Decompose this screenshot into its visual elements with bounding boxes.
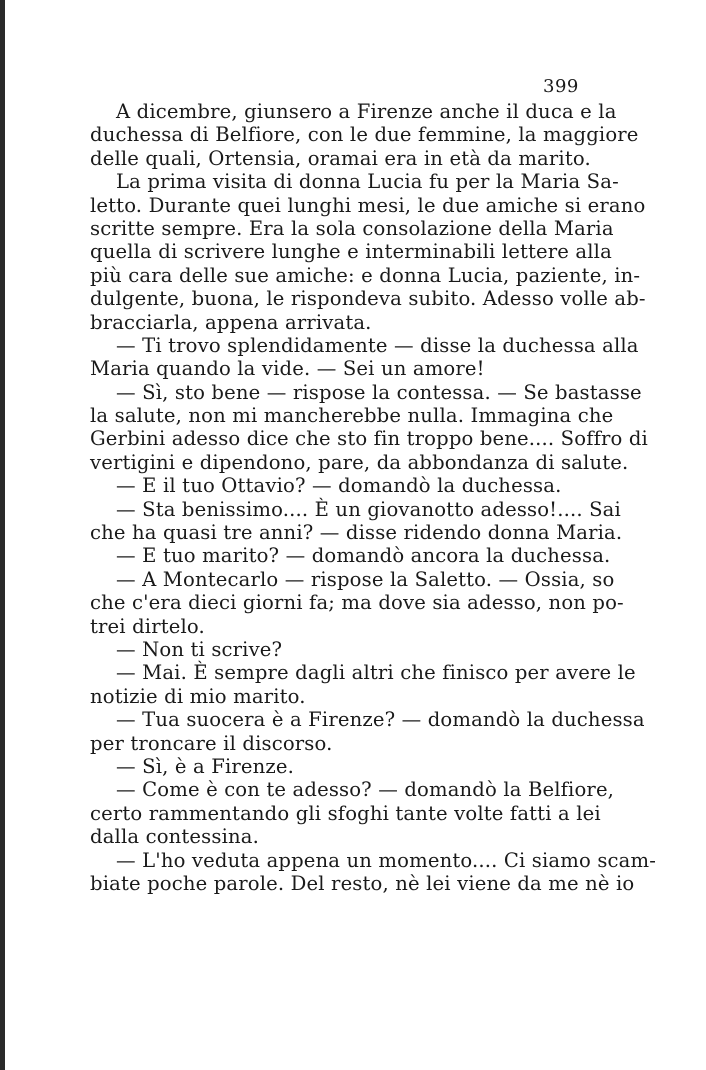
text-line: — Sì, è a Firenze.	[116, 754, 294, 778]
text-line: delle quali, Ortensia, oramai era in età da marito.	[90, 146, 591, 170]
text-line: vertigini e dipendono, pare, da abbondanza di salute.	[90, 450, 629, 474]
text-line: che ha quasi tre anni? — disse ridendo donna Maria.	[90, 521, 623, 545]
text-line: trei dirtelo.	[90, 614, 205, 638]
text-line: A dicembre, giunsero a Firenze anche il duca e la	[116, 100, 617, 123]
page-edge	[0, 0, 5, 1070]
text-line: — E il tuo Ottavio? — domandò la duchessa.	[116, 474, 562, 498]
text-line: più cara delle sue amiche: e donna Lucia, paziente, in-	[90, 263, 641, 287]
text-line: Maria quando la vide. — Sei un amore!	[90, 357, 485, 381]
text-line: che c'era dieci giorni fa; ma dove sia adesso, non po-	[90, 591, 624, 615]
text-line: La prima visita di donna Lucia fu per la Maria Sa-	[116, 170, 619, 194]
text-line: Gerbini adesso dice che sto fin troppo bene.... Soffro di	[90, 427, 648, 451]
text-line: quella di scrivere lunghe e interminabili lettere alla	[90, 240, 612, 264]
text-line: — Non ti scrive?	[116, 637, 283, 661]
text-line: — Sta benissimo.... È un giovanotto adesso!.... Sai	[116, 497, 621, 521]
text-line: — Sì, sto bene — rispose la contessa. — Se bastasse	[116, 380, 642, 404]
text-line: la salute, non mi mancherebbe nulla. Immagina che	[90, 404, 614, 428]
text-line: scritte sempre. Era la sola consolazione della Maria	[90, 216, 614, 240]
text-line: — Ti trovo splendidamente — disse la duchessa alla	[116, 333, 639, 357]
text-line: dulgente, buona, le rispondeva subito. Adesso volle ab-	[90, 287, 646, 311]
text-line: notizie di mio marito.	[90, 684, 306, 708]
text-line: certo rammentando gli sfoghi tante volte fatti a lei	[90, 801, 601, 825]
text-line: — E tuo marito? — domandò ancora la duchessa.	[116, 544, 611, 568]
text-line: duchessa di Belfiore, con le due femmine, la maggiore	[90, 123, 639, 147]
text-line: dalla contessina.	[90, 825, 259, 849]
text-line: — Come è con te adesso? — domandò la Belfiore,	[116, 778, 615, 802]
text-line: — Mai. È sempre dagli altri che finisco per avere le	[116, 661, 636, 685]
text-line: — L'ho veduta appena un momento.... Ci siamo scam-	[116, 848, 656, 872]
page-number: 399	[543, 76, 579, 97]
text-line: — Tua suocera è a Firenze? — domandò la duchessa	[116, 708, 645, 732]
text-body	[90, 100, 656, 895]
text-line: letto. Durante quei lunghi mesi, le due amiche si erano	[90, 193, 646, 217]
text-line: bracciarla, appena arrivata.	[90, 310, 372, 334]
text-line: per troncare il discorso.	[90, 731, 333, 755]
text-line: biate poche parole. Del resto, nè lei viene da me nè io	[90, 871, 635, 895]
text-line: — A Montecarlo — rispose la Saletto. — Ossia, so	[116, 567, 615, 591]
